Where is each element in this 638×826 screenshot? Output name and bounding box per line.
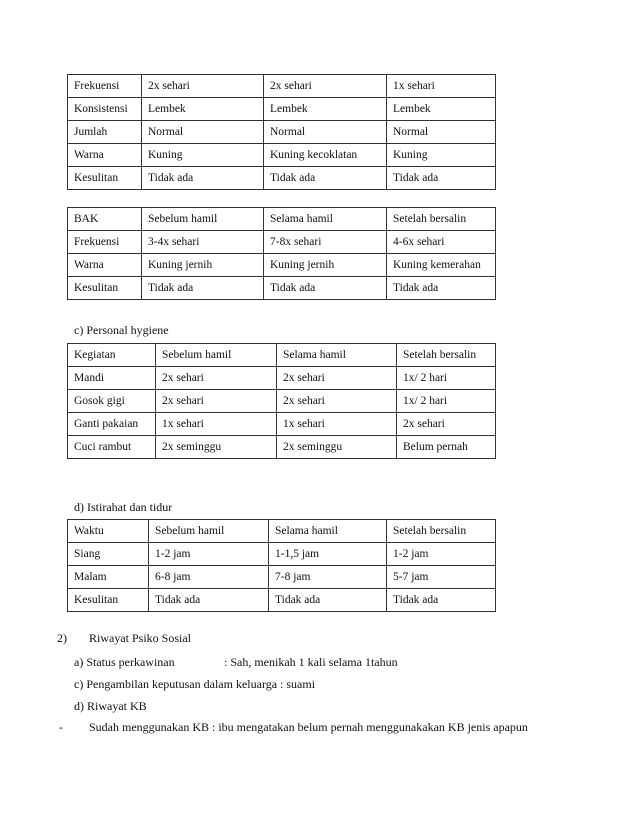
table-cell: Tidak ada xyxy=(387,589,496,612)
table-row xyxy=(68,543,496,566)
table-row xyxy=(68,390,496,413)
table-cell: Frekuensi xyxy=(68,75,142,98)
table-cell: 2x sehari xyxy=(264,75,387,98)
table-cell: 2x sehari xyxy=(277,367,397,390)
table-cell: Konsistensi xyxy=(68,98,142,121)
istirahat-table-header xyxy=(68,520,496,543)
table-row xyxy=(68,254,496,277)
table-row xyxy=(68,436,496,459)
table-cell: 2x sehari xyxy=(156,367,277,390)
table-cell: 2x sehari xyxy=(397,413,496,436)
table-cell: Gosok gigi xyxy=(68,390,156,413)
status-value: : Sah, menikah 1 kali selama 1tahun xyxy=(224,655,398,669)
table-cell: Lembek xyxy=(387,98,496,121)
table-cell: Tidak ada xyxy=(387,167,496,190)
table-cell: 1-2 jam xyxy=(387,543,496,566)
bak-table-header xyxy=(68,208,496,231)
table-cell: Tidak ada xyxy=(149,589,269,612)
table-cell: Ganti pakaian xyxy=(68,413,156,436)
table-cell: 2x sehari xyxy=(142,75,264,98)
table-cell: 1x sehari xyxy=(277,413,397,436)
table-header-cell: Setelah bersalin xyxy=(387,208,496,231)
table-row xyxy=(68,589,496,612)
table-cell: 6-8 jam xyxy=(149,566,269,589)
table-cell: 1-1,5 jam xyxy=(269,543,387,566)
table-row xyxy=(68,167,496,190)
table-header-cell: Selama hamil xyxy=(264,208,387,231)
table-header-cell: Kegiatan xyxy=(68,344,156,367)
kb-text: Sudah menggunakan KB : ibu mengatakan belum pernah menggunakakan KB jenis apapun xyxy=(89,720,528,734)
table-cell: Kesulitan xyxy=(68,277,142,300)
table-cell: Warna xyxy=(68,144,142,167)
table-header-cell: Setelah bersalin xyxy=(397,344,496,367)
table-cell: Kuning xyxy=(387,144,496,167)
table-row xyxy=(68,144,496,167)
table-cell: 2x seminggu xyxy=(277,436,397,459)
table-cell: Belum pernah xyxy=(397,436,496,459)
table-cell: Kuning jernih xyxy=(264,254,387,277)
table-cell: Tidak ada xyxy=(142,167,264,190)
table-cell: 2x sehari xyxy=(277,390,397,413)
table-cell: 4-6x sehari xyxy=(387,231,496,254)
table-cell: 1x sehari xyxy=(156,413,277,436)
table-row xyxy=(68,277,496,300)
table-cell: Kuning kecoklatan xyxy=(264,144,387,167)
table-cell: Kuning kemerahan xyxy=(387,254,496,277)
hygiene-table xyxy=(67,343,496,459)
status-label: a) Status perkawinan xyxy=(74,655,175,669)
kb-heading: d) Riwayat KB xyxy=(74,699,147,713)
table-header-row xyxy=(68,208,496,231)
table-cell: Tidak ada xyxy=(264,167,387,190)
table-cell: 7-8 jam xyxy=(269,566,387,589)
table-cell: Jumlah xyxy=(68,121,142,144)
table-header-row xyxy=(68,520,496,543)
table-cell: 1-2 jam xyxy=(149,543,269,566)
istirahat-heading: d) Istirahat dan tidur xyxy=(74,500,173,514)
table-row xyxy=(68,367,496,390)
table-cell: Normal xyxy=(142,121,264,144)
table-header-cell: BAK xyxy=(68,208,142,231)
psiko-title: Riwayat Psiko Sosial xyxy=(89,631,192,645)
table-row xyxy=(68,566,496,589)
table-cell: 2x seminggu xyxy=(156,436,277,459)
table-cell: Kesulitan xyxy=(68,589,149,612)
table-cell: Warna xyxy=(68,254,142,277)
table-cell: Kuning xyxy=(142,144,264,167)
table-cell: Mandi xyxy=(68,367,156,390)
table-cell: Kesulitan xyxy=(68,167,142,190)
table-header-row xyxy=(68,344,496,367)
table-row xyxy=(68,413,496,436)
table-header-cell: Waktu xyxy=(68,520,149,543)
istirahat-table xyxy=(67,519,496,612)
table-cell: 5-7 jam xyxy=(387,566,496,589)
istirahat-table-body xyxy=(68,543,496,612)
table-cell: 1x/ 2 hari xyxy=(397,390,496,413)
table-header-cell: Sebelum hamil xyxy=(142,208,264,231)
bab-table-body xyxy=(68,75,496,190)
hygiene-table-body xyxy=(68,367,496,459)
bak-table xyxy=(67,207,496,300)
table-header-cell: Selama hamil xyxy=(277,344,397,367)
table-cell: Normal xyxy=(387,121,496,144)
table-header-cell: Sebelum hamil xyxy=(156,344,277,367)
table-row xyxy=(68,231,496,254)
bak-table-body xyxy=(68,231,496,300)
table-cell: Kuning jernih xyxy=(142,254,264,277)
keputusan-line: c) Pengambilan keputusan dalam keluarga : suami xyxy=(74,677,316,691)
table-cell: 2x sehari xyxy=(156,390,277,413)
table-cell: Normal xyxy=(264,121,387,144)
table-cell: Malam xyxy=(68,566,149,589)
psiko-number: 2) xyxy=(57,631,67,645)
table-row xyxy=(68,98,496,121)
table-cell: Tidak ada xyxy=(142,277,264,300)
table-cell: Siang xyxy=(68,543,149,566)
table-cell: Tidak ada xyxy=(264,277,387,300)
bab-table xyxy=(67,74,496,190)
table-row xyxy=(68,121,496,144)
table-cell: Lembek xyxy=(142,98,264,121)
table-header-cell: Setelah bersalin xyxy=(387,520,496,543)
table-cell: 3-4x sehari xyxy=(142,231,264,254)
table-header-cell: Sebelum hamil xyxy=(149,520,269,543)
table-cell: Tidak ada xyxy=(387,277,496,300)
table-cell: Cuci rambut xyxy=(68,436,156,459)
kb-dash: - xyxy=(59,720,63,734)
hygiene-table-header xyxy=(68,344,496,367)
table-header-cell: Selama hamil xyxy=(269,520,387,543)
table-cell: 7-8x sehari xyxy=(264,231,387,254)
table-cell: Lembek xyxy=(264,98,387,121)
table-cell: 1x sehari xyxy=(387,75,496,98)
table-row xyxy=(68,75,496,98)
hygiene-heading: c) Personal hygiene xyxy=(74,323,169,337)
table-cell: Frekuensi xyxy=(68,231,142,254)
table-cell: Tidak ada xyxy=(269,589,387,612)
table-cell: 1x/ 2 hari xyxy=(397,367,496,390)
